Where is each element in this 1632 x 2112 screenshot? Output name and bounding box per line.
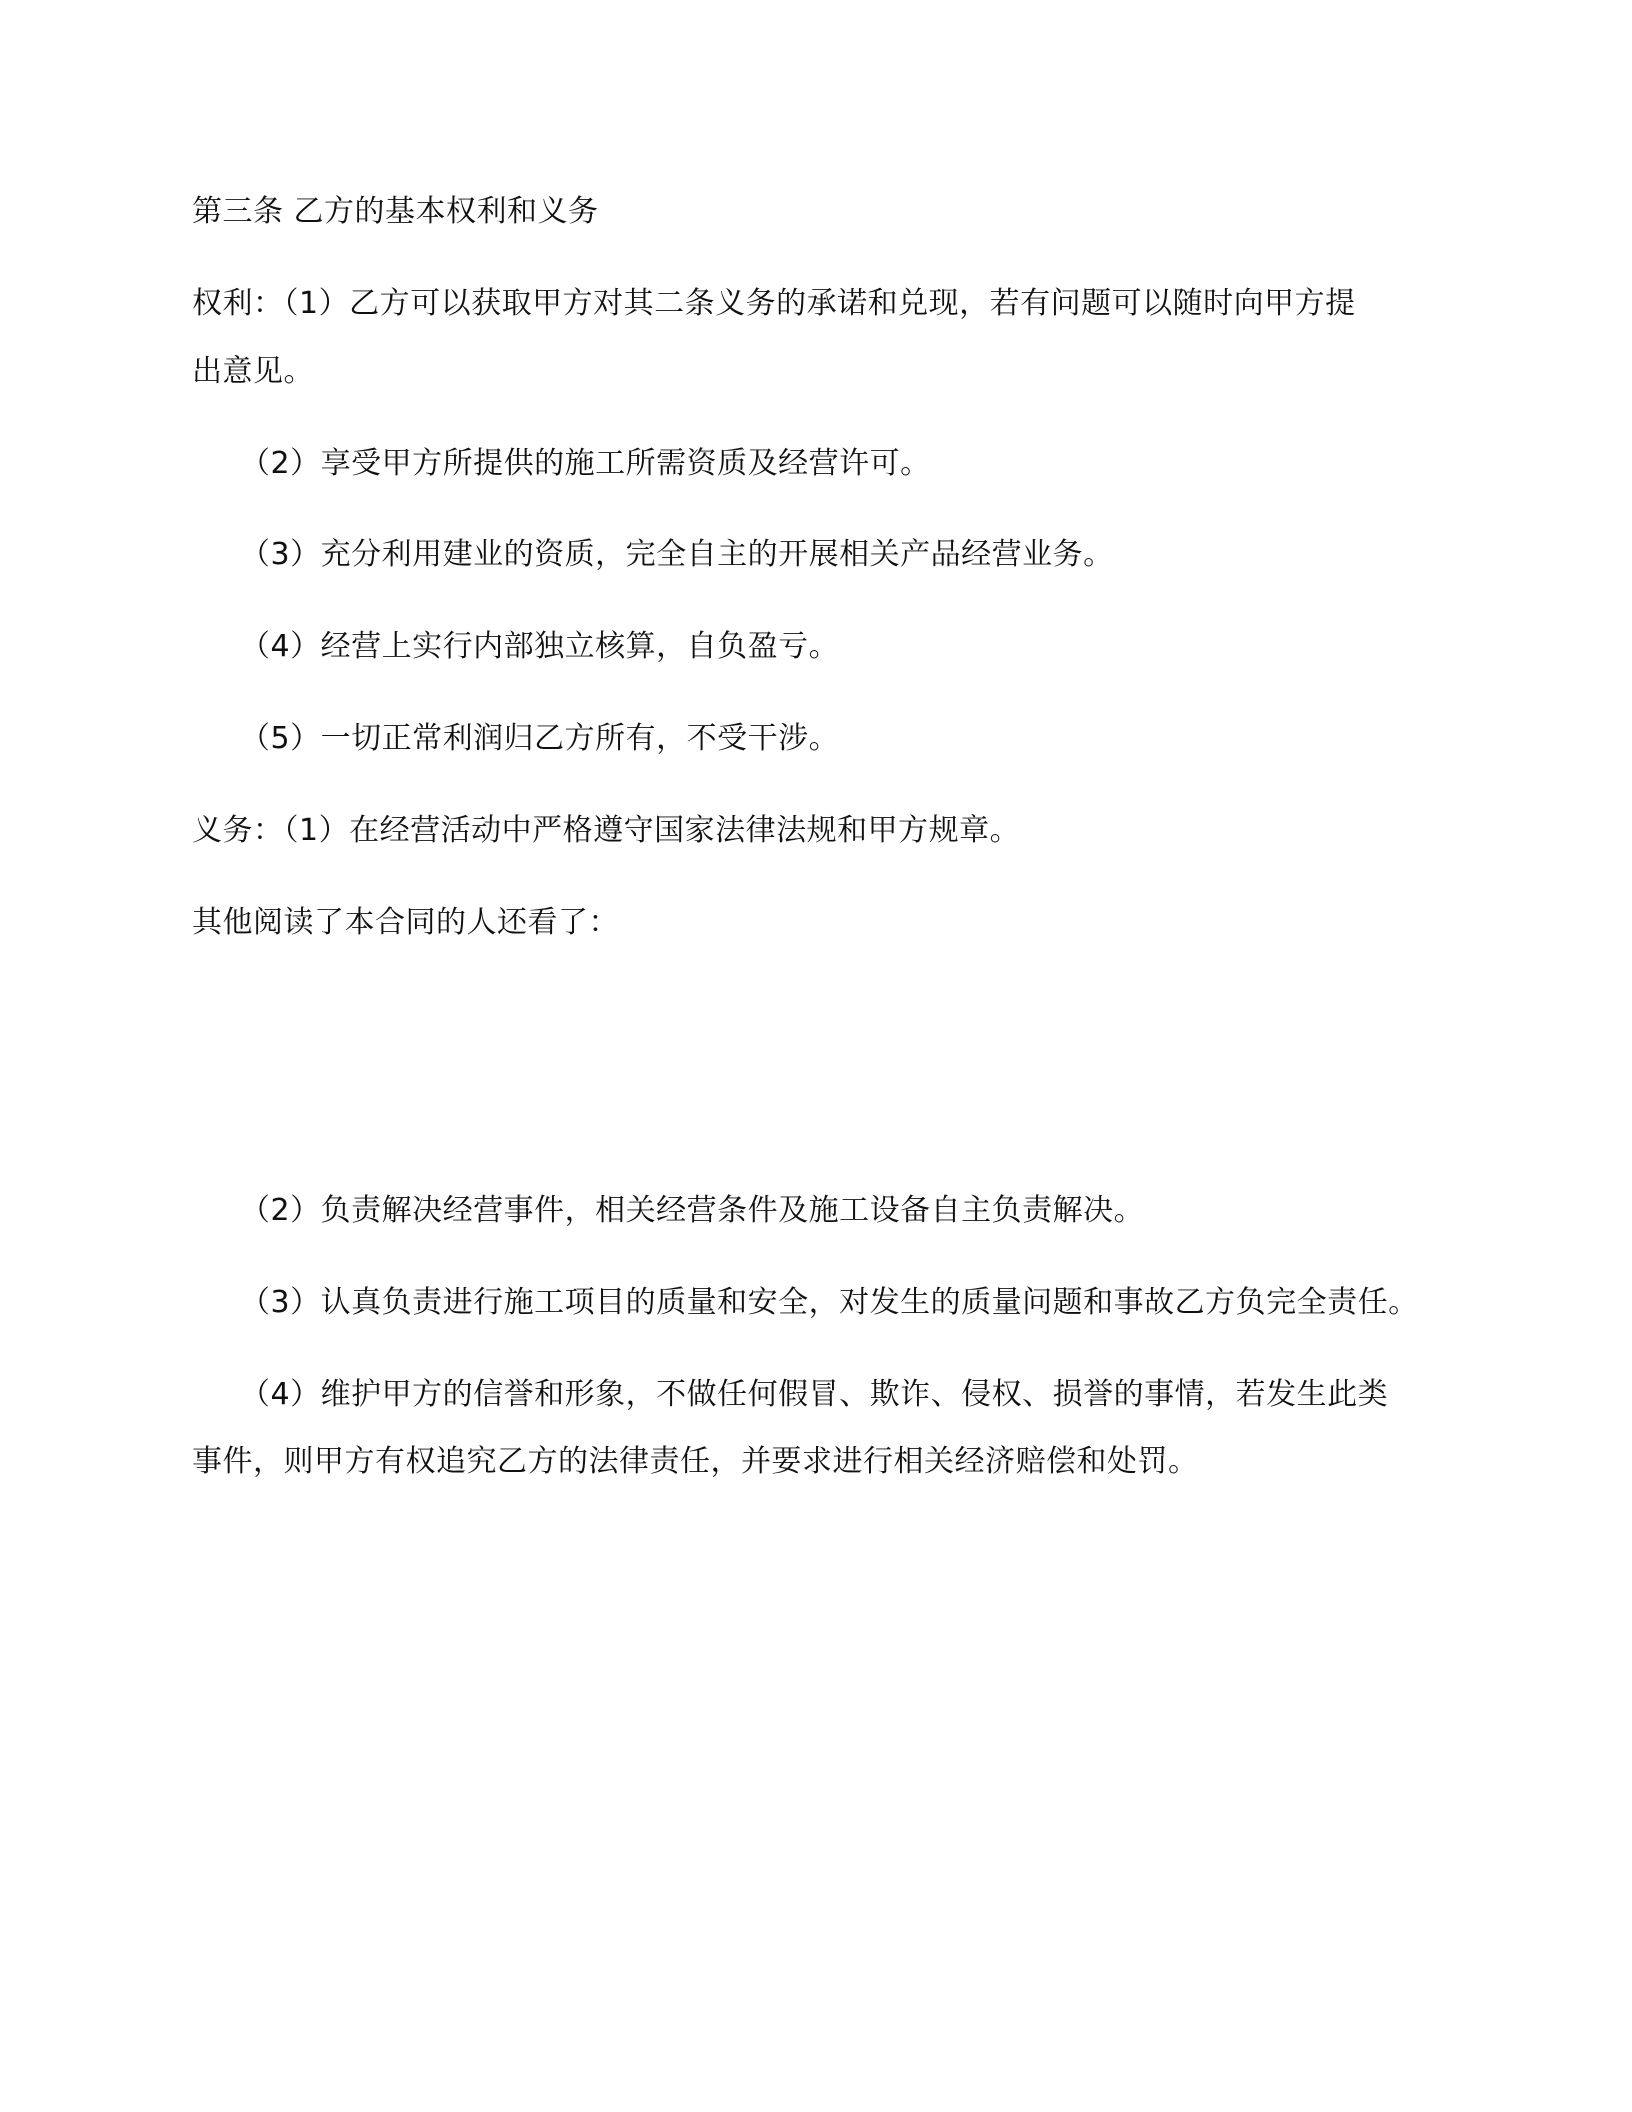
rights-item-2: （2）享受甲方所提供的施工所需资质及经营许可。 — [240, 446, 931, 481]
rights-item-4: （4）经营上实行内部独立核算，自负盈亏。 — [240, 629, 840, 664]
obligations-item-2: （2）负责解决经营事件，相关经营条件及施工设备自主负责解决。 — [240, 1193, 1145, 1228]
others-read-label: 其他阅读了本合同的人还看了： — [192, 905, 619, 940]
obligations-item-3: （3）认真负责进行施工项目的质量和安全，对发生的质量问题和事故乙方负完全责任。 — [240, 1285, 1419, 1320]
rights-item-3: （3）充分利用建业的资质，完全自主的开展相关产品经营业务。 — [240, 537, 1114, 572]
rights-item-1-line-1: 权利：（1）乙方可以获取甲方对其二条义务的承诺和兑现，若有问题可以随时向甲方提 — [192, 286, 1356, 321]
rights-item-5: （5）一切正常利润归乙方所有，不受干涉。 — [240, 721, 840, 756]
rights-item-1-line-2: 出意见。 — [192, 354, 314, 389]
obligations-item-4-line-2: 事件，则甲方有权追究乙方的法律责任，并要求进行相关经济赔偿和处罚。 — [192, 1444, 1199, 1479]
article-title: 第三条 乙方的基本权利和义务 — [192, 194, 599, 229]
obligations-item-4-line-1: （4）维护甲方的信誉和形象，不做任何假冒、欺诈、侵权、损誉的事情，若发生此类 — [240, 1377, 1389, 1412]
obligations-item-1: 义务：（1）在经营活动中严格遵守国家法律法规和甲方规章。 — [192, 813, 1021, 848]
